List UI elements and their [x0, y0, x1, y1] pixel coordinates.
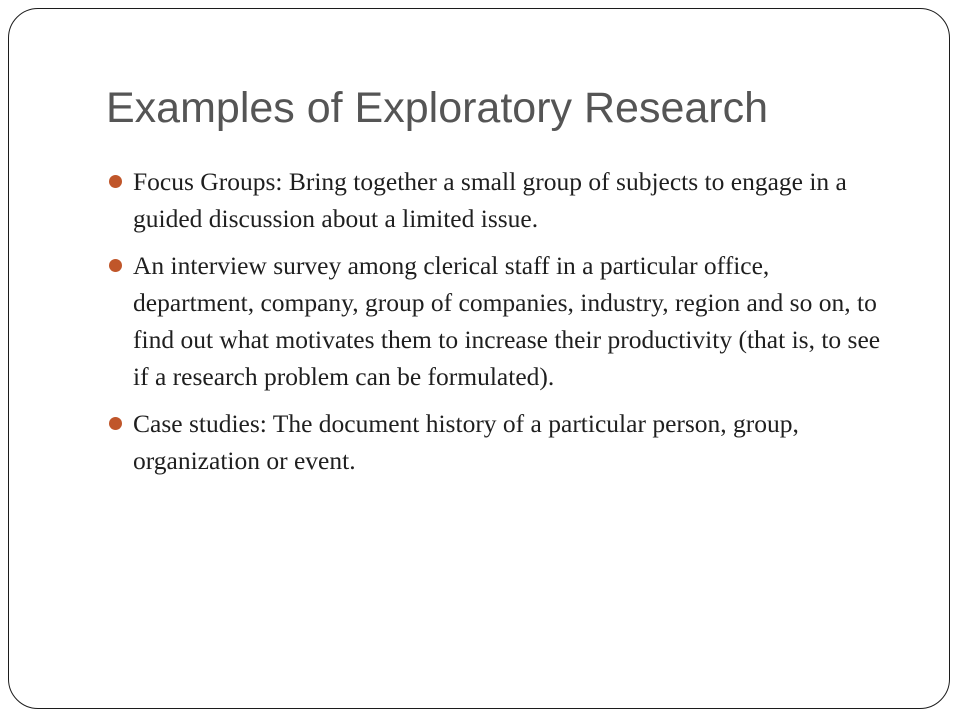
bullet-item-focus-groups — [106, 163, 886, 237]
bullet-dot-icon — [109, 175, 122, 188]
bullet-text: Focus Groups: Bring together a small group of subjects to engage in a guided discussion about a limited issue. — [133, 167, 847, 233]
bullet-text: Case studies: The document history of a particular person, group, organization or event. — [133, 409, 799, 475]
slide-title: Examples of Exploratory Research — [106, 84, 769, 132]
bullet-item-interview-survey — [106, 247, 886, 395]
bullet-dot-icon — [109, 417, 122, 430]
bullet-list — [106, 163, 886, 489]
bullet-dot-icon — [109, 259, 122, 272]
bullet-text: An interview survey among clerical staff in a particular office, department, company, group of companies, industry, region and so on, to find out what motivates them to increase their productivity (that is, to see if a research problem can be formulated). — [133, 251, 881, 391]
bullet-item-case-studies — [106, 405, 886, 479]
